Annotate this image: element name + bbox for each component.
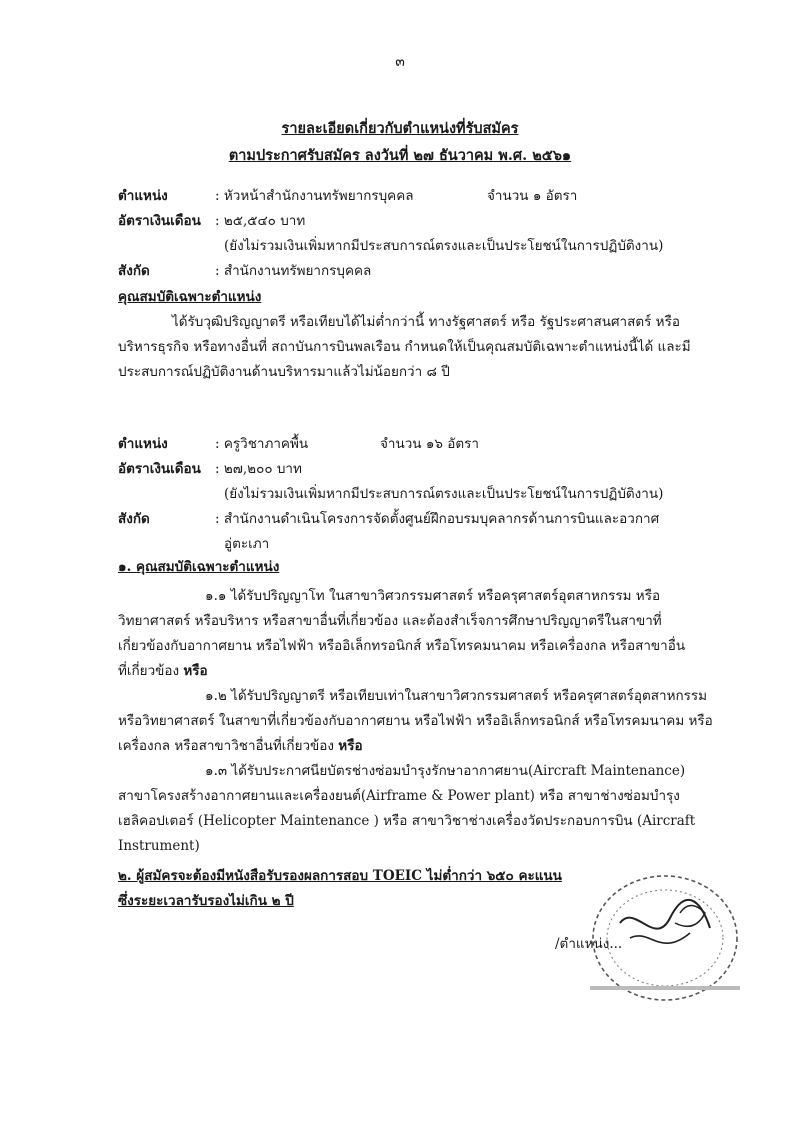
toeic-requirement: ๒. ผู้สมัครจะต้องมีหนังสือรับรองผลการสอบ TOEIC ไม่ต่ำกว่า ๖๕๐ คะแนน bbox=[118, 868, 562, 884]
position2-salary-note: (ยังไม่รวมเงินเพิ่มหากมีประสบการณ์ตรงและเป็นประโยชน์ในการปฏิบัติงาน) bbox=[224, 486, 664, 502]
position2-count: จำนวน ๑๖ อัตรา bbox=[380, 436, 479, 452]
qual-1-1-tail: ที่เกี่ยวข้อง bbox=[118, 663, 180, 679]
position1-count: จำนวน ๑ อัตรา bbox=[487, 188, 578, 204]
position2-dept-line2: อู่ตะเภา bbox=[224, 536, 270, 552]
position2-qual-heading: ๑. คุณสมบัติเฉพาะตำแหน่ง bbox=[118, 559, 280, 575]
qual-1-2-line: ๑.๒ ได้รับปริญญาตรี หรือเทียบเท่าในสาขาวิศวกรรมศาสตร์ หรือครุศาสตร์อุตสาหกรรม bbox=[205, 688, 708, 704]
position1-salary-note: (ยังไม่รวมเงินเพิ่มหากมีประสบการณ์ตรงและเป็นประโยชน์ในการปฏิบัติงาน) bbox=[224, 238, 664, 254]
position1-salary: : ๒๕,๕๔๐ บาท bbox=[215, 213, 306, 229]
qual-1-1-line bbox=[118, 661, 208, 682]
document-title: รายละเอียดเกี่ยวกับตำแหน่งที่รับสมัคร bbox=[281, 120, 519, 137]
qual-1-3-line: เฮลิคอปเตอร์ (Helicopter Maintenance ) หรือ สาขาวิชาช่างเครื่องวัดประกอบการบิน (Aircraft bbox=[118, 813, 696, 829]
position2-dept-label: สังกัด bbox=[118, 511, 150, 527]
qual-1-3-line: ๑.๓ ได้รับประกาศนียบัตรช่างซ่อมบำรุงรักษาอากาศยาน(Aircraft Maintenance) bbox=[205, 763, 686, 779]
qual-1-3-line: Instrument) bbox=[118, 838, 200, 854]
position1-salary-label: อัตราเงินเดือน bbox=[118, 213, 201, 229]
qual-1-2-or: หรือ bbox=[338, 738, 363, 754]
position1-dept: : สำนักงานทรัพยากรบุคคล bbox=[215, 263, 372, 279]
position1-qual-line: บริหารธุรกิจ หรือทางอื่นที่ สถาบันการบินพลเรือน กำหนดให้เป็นคุณสมบัติเฉพาะตำแหน่งนี้ได้ และมี bbox=[118, 339, 691, 355]
qual-1-1-or: หรือ bbox=[183, 663, 208, 679]
qual-1-2-tail: เครื่องกล หรือสาขาวิชาอื่นที่เกี่ยวข้อง bbox=[118, 738, 334, 754]
position1-title: : หัวหน้าสำนักงานทรัพยากรบุคคล bbox=[215, 188, 414, 204]
position1-qual-line: ประสบการณ์ปฏิบัติงานด้านบริหารมาแล้วไม่น้อยกว่า ๘ ปี bbox=[118, 364, 450, 380]
qual-1-3-line: สาขาโครงสร้างอากาศยานและเครื่องยนต์(Airframe & Power plant) หรือ สาขาช่างซ่อมบำรุง bbox=[118, 788, 680, 804]
position2-dept: : สำนักงานดำเนินโครงการจัดตั้งศูนย์ฝึกอบรมบุคลากรด้านการบินและอวกาศ bbox=[215, 511, 660, 527]
page-number: ๓ bbox=[395, 54, 405, 70]
qual-1-1-line: เกี่ยวข้องกับอากาศยาน หรือไฟฟ้า หรืออิเล็กทรอนิกส์ หรือโทรคมนาคม หรือเครื่องกล หรือสาขาอื่น bbox=[118, 638, 686, 654]
qual-1-2-line bbox=[118, 736, 363, 757]
toeic-validity: ซึ่งระยะเวลารับรองไม่เกิน ๒ ปี bbox=[118, 893, 294, 909]
position1-qual-heading: คุณสมบัติเฉพาะตำแหน่ง bbox=[118, 289, 262, 305]
position1-qual-line: ได้รับวุฒิปริญญาตรี หรือเทียบได้ไม่ต่ำกว่านี้ ทางรัฐศาสตร์ หรือ รัฐประศาสนศาสตร์ หรือ bbox=[172, 314, 680, 330]
qual-1-2-line: หรือวิทยาศาสตร์ ในสาขาที่เกี่ยวข้องกับอากาศยาน หรือไฟฟ้า หรืออิเล็กทรอนิกส์ หรือโทรคมนาคม หรือ bbox=[118, 713, 713, 729]
document-subtitle: ตามประกาศรับสมัคร ลงวันที่ ๒๗ ธันวาคม พ.ศ. ๒๕๖๑ bbox=[228, 147, 572, 164]
signature-caption: /ตำแหน่ง... bbox=[555, 936, 623, 952]
qual-1-1-line: วิทยาศาสตร์ หรือบริหาร หรือสาขาอื่นที่เกี่ยวข้อง และต้องสำเร็จการศึกษาปริญญาตรีในสาขาที่ bbox=[118, 613, 662, 629]
position2-title: : ครูวิชาภาคพื้น bbox=[215, 436, 309, 452]
position2-label: ตำแหน่ง bbox=[118, 436, 168, 452]
position1-dept-label: สังกัด bbox=[118, 263, 150, 279]
qual-1-1-line: ๑.๑ ได้รับปริญญาโท ในสาขาวิศวกรรมศาสตร์ หรือครุศาสตร์อุตสาหกรรม หรือ bbox=[205, 588, 661, 604]
position1-label: ตำแหน่ง bbox=[118, 188, 168, 204]
position2-salary-label: อัตราเงินเดือน bbox=[118, 461, 201, 477]
position2-salary: : ๒๗,๒๐๐ บาท bbox=[215, 461, 302, 477]
